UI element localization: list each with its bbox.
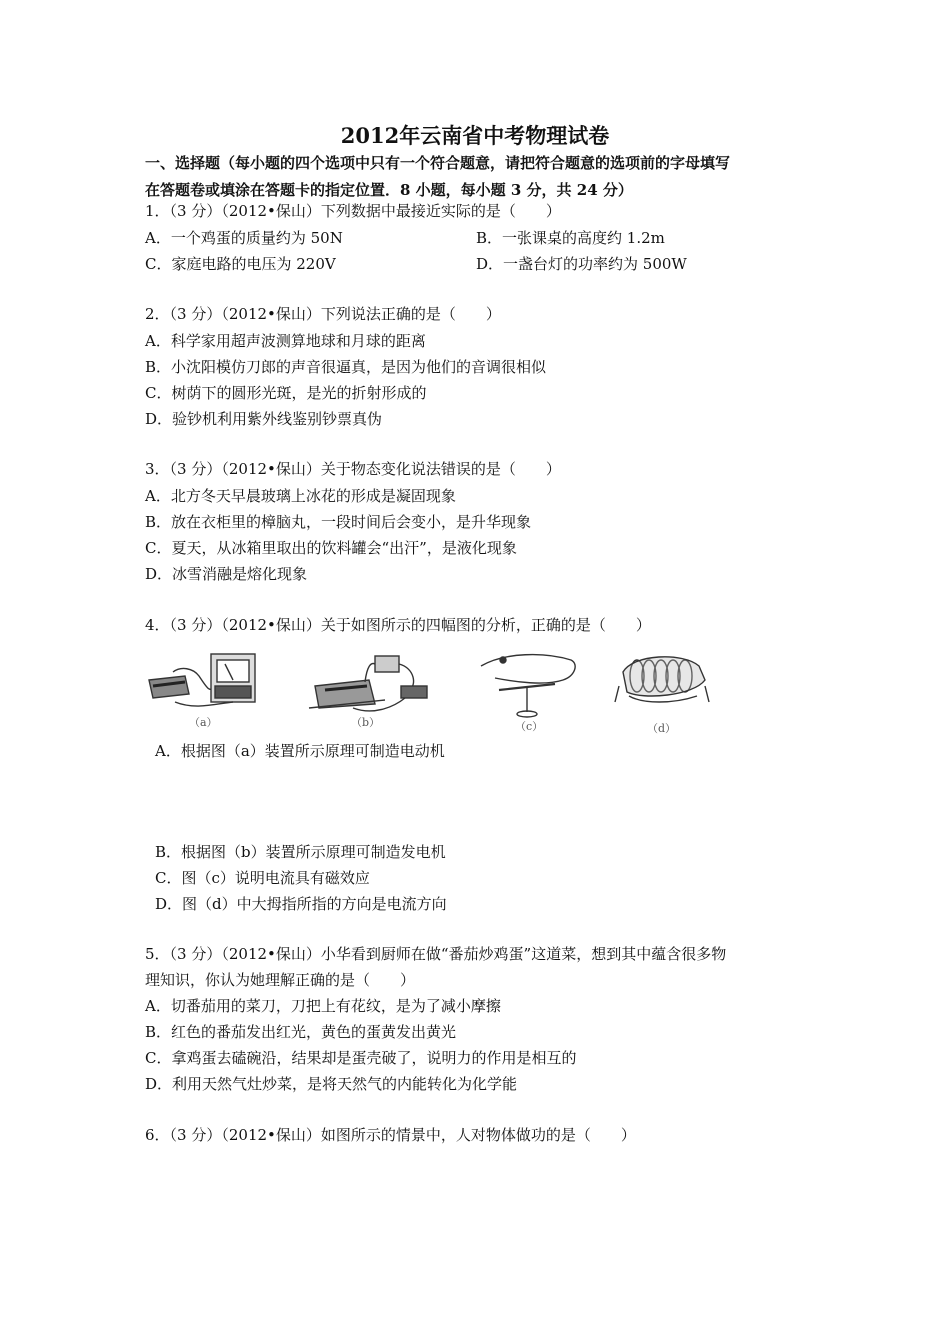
- question-3-option-d: D．冰雪消融是熔化现象: [145, 565, 308, 583]
- question-2-option-c: C．树荫下的圆形光斑，是光的折射形成的: [145, 384, 427, 402]
- question-4-figures: [145, 646, 715, 738]
- question-1-stem: 1．（3 分）（2012•保山）下列数据中最接近实际的是（ ）: [145, 202, 561, 220]
- question-4-stem: 4．（3 分）（2012•保山）关于如图所示的四幅图的分析，正确的是（ ）: [145, 616, 651, 634]
- question-3-option-a: A．北方冬天早晨玻璃上冰花的形成是凝固现象: [145, 487, 456, 505]
- question-1-option-b: B．一张课桌的高度约 1.2m: [476, 229, 665, 247]
- question-4-option-c: C．图（c）说明电流具有磁效应: [155, 869, 370, 887]
- question-1-option-a: A．一个鸡蛋的质量约为 50N: [145, 229, 343, 247]
- question-4-option-d: D．图（d）中大拇指所指的方向是电流方向: [155, 895, 447, 913]
- question-2-stem: 2．（3 分）（2012•保山）下列说法正确的是（ ）: [145, 305, 501, 323]
- question-5-option-d: D．利用天然气灶炒菜，是将天然气的内能转化为化学能: [145, 1075, 518, 1093]
- section-heading-line1: 一、选择题（每小题的四个选项中只有一个符合题意，请把符合题意的选项前的字母填写: [145, 154, 731, 172]
- question-5-option-b: B．红色的番茄发出红光，黄色的蛋黄发出黄光: [145, 1023, 457, 1041]
- figure-a: [145, 646, 263, 738]
- question-5-stem-line1: 5．（3 分）（2012•保山）小华看到厨师在做“番茄炒鸡蛋”这道菜，想到其中蕴含很多物: [145, 945, 727, 963]
- section-heading: [145, 150, 825, 204]
- question-4-option-a: A．根据图（a）装置所示原理可制造电动机: [155, 742, 445, 760]
- question-6-stem: 6．（3 分）（2012•保山）如图所示的情景中，人对物体做功的是（ ）: [145, 1126, 636, 1144]
- question-3-option-b: B．放在衣柜里的樟脑丸，一段时间后会变小，是升华现象: [145, 513, 532, 531]
- question-2-option-a: A．科学家用超声波测算地球和月球的距离: [145, 332, 426, 350]
- figure-c-wire: [481, 655, 575, 683]
- figure-d: [613, 646, 713, 738]
- figure-b: [305, 646, 435, 738]
- figure-b-battery: [375, 656, 399, 672]
- figure-b-label: （b）: [351, 716, 381, 729]
- question-5-option-c: C．拿鸡蛋去磕碗沿，结果却是蛋壳破了，说明力的作用是相互的: [145, 1049, 577, 1067]
- figure-c: [475, 646, 585, 738]
- question-3-stem: 3．（3 分）（2012•保山）关于物态变化说法错误的是（ ）: [145, 460, 561, 478]
- figure-d-label: （d）: [647, 722, 677, 735]
- question-2-option-d: D．验钞机利用紫外线鉴别钞票真伪: [145, 410, 383, 428]
- question-1-option-d: D．一盏台灯的功率约为 500W: [476, 255, 687, 273]
- question-2-option-b: B．小沈阳模仿刀郎的声音很逼真，是因为他们的音调很相似: [145, 358, 547, 376]
- figure-a-label: （a）: [189, 716, 218, 729]
- page-title: 2012年云南省中考物理试卷: [340, 123, 610, 148]
- question-5-option-a: A．切番茄用的菜刀，刀把上有花纹，是为了减小摩擦: [145, 997, 501, 1015]
- question-1-option-c: C．家庭电路的电压为 220V: [145, 255, 336, 273]
- section-heading-line2: 在答题卷或填涂在答题卡的指定位置．8 小题，每小题 3 分，共 24 分）: [145, 181, 633, 199]
- figure-c-label: （c）: [515, 720, 544, 733]
- question-3-option-c: C．夏天，从冰箱里取出的饮料罐会“出汗”，是液化现象: [145, 539, 517, 557]
- question-4-option-b: B．根据图（b）装置所示原理可制造发电机: [155, 843, 446, 861]
- figure-d-hand: [623, 657, 705, 696]
- question-5-stem-line2: 理知识，你认为她理解正确的是（ ）: [145, 971, 416, 989]
